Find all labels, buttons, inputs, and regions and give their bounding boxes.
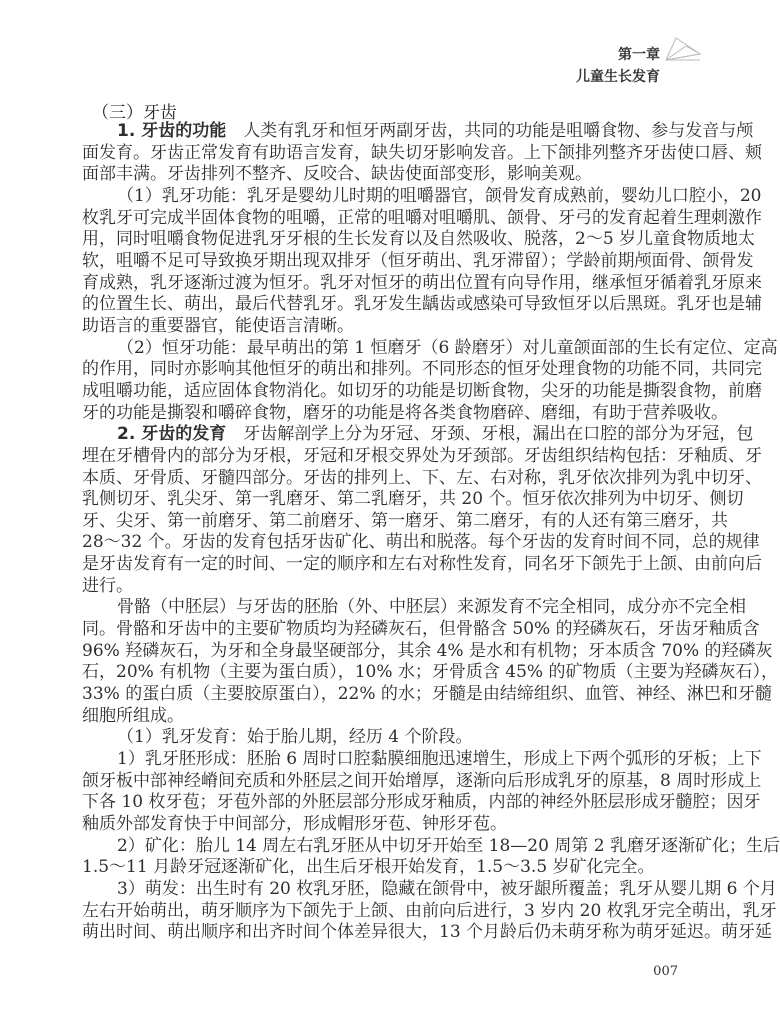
- text-line: 是牙齿发育有一定的时间、一定的顺序和左右对称性发育，同名牙下颌先于上颌、由前向后: [82, 554, 762, 575]
- text-line: 96% 羟磷灰石，为牙和全身最坚硬部分，其余 4% 是水和有机物；牙本质含 70% 的羟磷灰: [82, 640, 773, 661]
- page-number: 007: [653, 964, 678, 979]
- text-line: 育成熟，乳牙逐渐过渡为恒牙。乳牙对恒牙的萌出位置有向导作用，继承恒牙循着乳牙原来: [82, 272, 762, 293]
- text-line: [82, 424, 754, 446]
- paragraph: [82, 185, 762, 338]
- paragraph: [82, 878, 777, 944]
- text-line: 釉质外部发育快于中间部分，形成帽形牙苞、钟形牙苞。: [82, 814, 507, 834]
- text-line: 下各 10 枚牙苞；牙苞外部的外胚层部分形成牙釉质，内部的神经外胚层形成牙髓腔；因牙: [82, 792, 761, 813]
- paragraph: [82, 597, 778, 727]
- text-line: 细胞所组成。: [82, 705, 184, 726]
- chapter-label: 第一章: [618, 47, 660, 63]
- text-line: 乳侧切牙、乳尖牙、第一乳磨牙、第二乳磨牙，共 20 个。恒牙依次排列为中切牙、侧切: [82, 489, 744, 510]
- text-line: 3）萌发：出生时有 20 枚乳牙胚，隐藏在颌骨中，被牙龈所覆盖；乳牙从婴儿期 6 个月: [117, 878, 777, 899]
- paragraph: [82, 835, 780, 879]
- paragraph: [82, 121, 762, 186]
- text-line: 左右开始萌出，萌牙顺序为下颌先于上颌、由前向后进行，3 岁内 20 枚乳牙完全萌出，乳牙: [82, 900, 777, 921]
- paragraph: [82, 337, 778, 425]
- text-line: 2）矿化：胎儿 14 周左右乳牙胚从中切牙开始至 18—20 周第 2 乳磨牙逐渐矿化；生后: [117, 835, 780, 856]
- text-line: 1）乳牙胚形成：胚胎 6 周时口腔黏膜细胞迅速增生，形成上下两个弧形的牙板；上下: [117, 749, 762, 770]
- line-text: 牙齿解剖学上分为牙冠、牙颈、牙根，漏出在口腔的部分为牙冠，包: [243, 424, 754, 445]
- paragraph: [82, 749, 762, 836]
- text-line: 用，同时咀嚼食物促进乳牙牙根的生长发育以及自然吸收、脱落，2～5 岁儿童食物质地太: [82, 229, 756, 250]
- text-line: 石，20% 有机物（主要为蛋白质），10% 水；牙骨质含 45% 的矿物质（主要为羟磷灰石），: [82, 662, 778, 683]
- text-line: （2）恒牙功能：最早萌出的第 1 恒磨牙（6 龄磨牙）对儿童颌面部的生长有定位、定高: [117, 337, 778, 358]
- text-line: 牙的功能是撕裂和嚼碎食物，磨牙的功能是将各类食物磨碎、磨细，有助于营养吸收。: [82, 402, 728, 423]
- text-line: 成咀嚼功能，适应固体食物消化。如切牙的功能是切断食物，尖牙的功能是撕裂食物，前磨: [82, 380, 762, 401]
- text-line: 萌出时间、萌出顺序和出齐时间个体差异很大，13 个月龄后仍未萌牙称为萌牙延迟。萌牙延: [82, 922, 773, 943]
- text-line: 助语言的重要器官，能使语言清晰。: [82, 315, 354, 336]
- text-line: 的作用，同时亦影响其他恒牙的萌出和排列。不同形态的恒牙处理食物的功能不同，共同完: [82, 359, 762, 380]
- chapter-title: 儿童生长发育: [576, 69, 660, 85]
- triangle-fan-icon: [664, 36, 702, 62]
- text-line: 33% 的蛋白质（主要胶原蛋白），22% 的水；牙髓是由结缔组织、血管、神经、淋巴和牙髓: [82, 684, 772, 705]
- line-text: 人类有乳牙和恒牙两副牙齿，共同的功能是咀嚼食物、参与发音与颅: [243, 121, 754, 141]
- text-line: （1）乳牙功能：乳牙是婴幼儿时期的咀嚼器官，颌骨发育成熟前，婴幼儿口腔小，20: [117, 185, 762, 206]
- paragraph: [82, 424, 762, 597]
- paragraph: [82, 727, 678, 749]
- text-line: 的位置生长、萌出，最后代替乳牙。乳牙发生龋齿或感染可导致恒牙以后黑斑。乳牙也是辅: [82, 294, 762, 315]
- paragraph-lead: 1. 牙齿的功能: [117, 121, 227, 141]
- text-line: 枚乳牙可完成半固体食物的咀嚼，正常的咀嚼对咀嚼肌、颌骨、牙弓的发育起着生理刺激作: [82, 207, 762, 228]
- paragraph-lead: 2. 牙齿的发育: [117, 424, 227, 445]
- text-line: 进行。: [82, 575, 133, 596]
- text-line: 面部丰满。牙齿排列不整齐、反咬合、缺齿使面部变形，影响美观。: [82, 164, 592, 185]
- text-line: 面发育。牙齿正常发育有助语言发育，缺失切牙影响发音。上下颌排列整齐牙齿使口唇、颊: [82, 142, 762, 163]
- text-line: 同。骨骼和牙齿中的主要矿物质均为羟磷灰石，但骨骼含 50% 的羟磷灰石，牙齿牙釉质含: [82, 619, 760, 640]
- text-line: 软，咀嚼不足可导致换牙期出现双排牙（恒牙萌出、乳牙滞留）；学龄前期颅面骨、颌骨发: [82, 250, 754, 271]
- body-text: [82, 121, 780, 944]
- text-line: （1）乳牙发育：始于胎儿期，经历 4 个阶段。: [117, 727, 473, 748]
- text-line: 颌牙板中部神经嵴间充质和外胚层之间开始增厚，逐渐向后形成乳牙的原基，8 周时形成上: [82, 770, 762, 791]
- section-heading: （三）牙齿: [92, 103, 177, 123]
- text-line: 埋在牙槽骨内的部分为牙根，牙冠和牙根交界处为牙颈部。牙齿组织结构包括：牙釉质、牙: [82, 445, 762, 466]
- text-line: 本质、牙骨质、牙髓四部分。牙齿的排列上、下、左、右对称，乳牙依次排列为乳中切牙、: [82, 467, 762, 488]
- text-line: [82, 121, 754, 143]
- text-line: 骨骼（中胚层）与牙齿的胚胎（外、中胚层）来源发育不完全相同，成分亦不完全相: [117, 597, 746, 618]
- text-line: 1.5～11 月龄牙冠逐渐矿化，出生后牙根开始发育，1.5～3.5 岁矿化完全。: [82, 857, 655, 878]
- text-line: 牙、尖牙、第一前磨牙、第二前磨牙、第一磨牙、第二磨牙，有的人还有第三磨牙，共: [82, 510, 728, 531]
- text-line: 28～32 个。牙齿的发育包括牙齿矿化、萌出和脱落。每个牙齿的发育时间不同，总的规律: [82, 532, 760, 553]
